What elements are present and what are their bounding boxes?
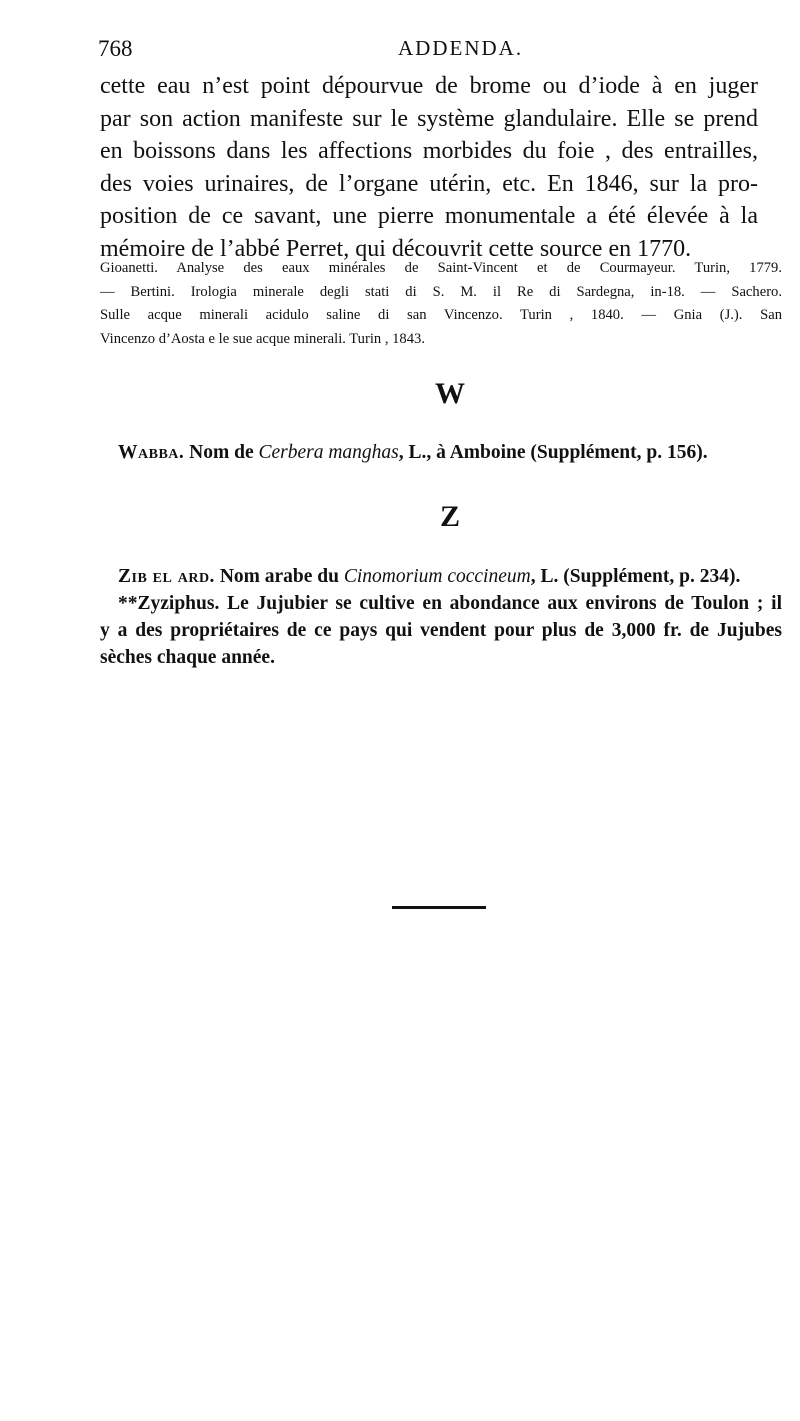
- entry-species-name: Cerbera manghas: [258, 442, 399, 463]
- entry-headword: Wabba.: [118, 442, 185, 463]
- entry-text: , L., à Amboine (Supplément, p. 156).: [398, 442, 708, 463]
- entry-zyziphus: [100, 590, 782, 671]
- entry-wabba: [118, 439, 708, 466]
- page-header: [98, 36, 758, 66]
- end-rule: [392, 906, 486, 909]
- paragraph-line: cette eau n’est point dépourvue de brome ou d’iode à en juger: [100, 73, 758, 99]
- entry-zib-el-ard: [118, 563, 740, 590]
- bibliography: [100, 257, 782, 351]
- bibliography-line: Sulle acque minerali acidulo saline di san Vincenzo. Turin , 1840. — Gnia (J.). San: [100, 307, 782, 323]
- running-head: ADDENDA.: [398, 36, 524, 60]
- paragraph-continuation: [100, 70, 758, 265]
- page-number: 768: [98, 36, 133, 61]
- paragraph-line: en boissons dans les affections morbides du foie , des entrailles,: [100, 138, 758, 164]
- entry-line: **Zyziphus. Le Jujubier se cultive en abondance aux environs de Toulon ; il: [118, 593, 782, 614]
- bibliography-line: Vincenzo d’Aosta e le sue acque minerali. Turin , 1843.: [100, 330, 425, 347]
- paragraph-line: mémoire de l’abbé Perret, qui découvrit cette source en 1770.: [100, 235, 692, 262]
- paragraph-line: position de ce savant, une pierre monumentale a été élevée à la: [100, 203, 758, 229]
- entry-text: Nom arabe du: [214, 566, 344, 587]
- entry-line: sèches chaque année.: [100, 647, 275, 668]
- section-letter-z: Z: [439, 500, 460, 533]
- paragraph-line: des voies urinaires, de l’organe utérin, etc. En 1846, sur la pro-: [100, 170, 758, 197]
- bibliography-line: — Bertini. Irologia minerale degli stati di S. M. il Re di Sardegna, in-18. — Sachero.: [100, 283, 782, 300]
- entry-line: y a des propriétaires de ce pays qui vendent pour plus de 3,000 fr. de Jujubes: [100, 620, 782, 641]
- bibliography-line: Gioanetti. Analyse des eaux minérales de Saint-Vincent et de Courmayeur. Turin, 1779.: [100, 260, 782, 276]
- entry-headword: Zib el ard.: [118, 566, 215, 587]
- entry-text: , L. (Supplément, p. 234).: [530, 566, 741, 587]
- section-letter-w: W: [435, 377, 465, 410]
- entry-text: Nom de: [184, 442, 259, 463]
- entry-species-name: Cinomorium coccineum: [343, 566, 531, 587]
- paragraph-line: par son action manifeste sur le système glandulaire. Elle se prend: [100, 105, 758, 132]
